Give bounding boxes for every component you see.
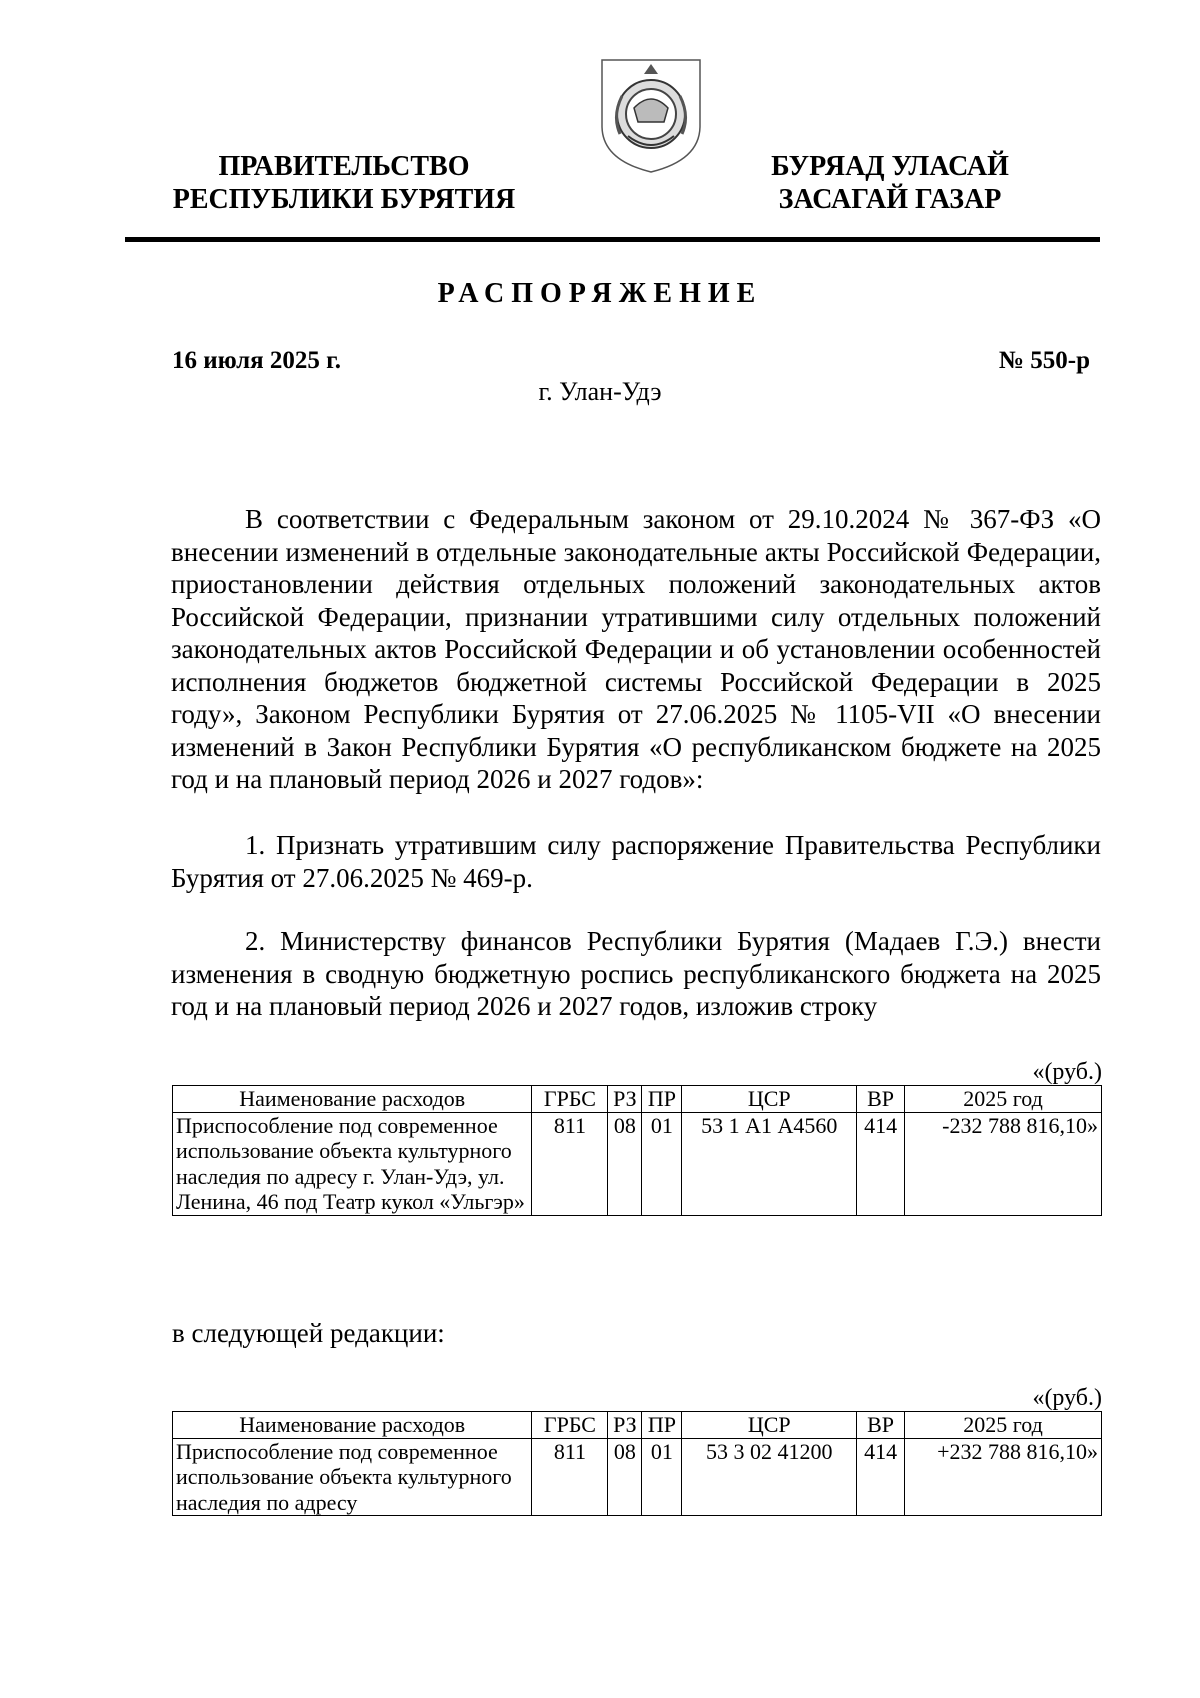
header-left-line1: ПРАВИТЕЛЬСТВО	[218, 151, 470, 182]
col-csr-header: ЦСР	[682, 1412, 857, 1439]
col-vr-header: ВР	[857, 1412, 905, 1439]
document-city: г. Улан-Удэ	[538, 377, 662, 406]
budget-table-old	[172, 1085, 1102, 1216]
row-amount: +232 788 816,10»	[905, 1438, 1102, 1516]
row-csr: 53 1 А1 А4560	[682, 1112, 857, 1215]
next-edition-text: в следующей редакции:	[172, 1318, 445, 1348]
row-pr: 01	[642, 1438, 682, 1516]
table-header-row	[173, 1412, 1102, 1439]
row-name: Приспособление под современное использование объекта культурного наследия по адресу г. Улан-Удэ, ул. Ленина, 46 под Театр кукол «Ульгэр»	[173, 1112, 532, 1215]
col-name-header: Наименование расходов	[173, 1412, 532, 1439]
header-right-line1: БУРЯАД УЛАСАЙ	[771, 151, 1009, 182]
col-name-header: Наименование расходов	[173, 1086, 532, 1113]
document-number: № 550-р	[998, 347, 1090, 374]
table-row	[173, 1112, 1102, 1215]
row-amount: -232 788 816,10»	[905, 1112, 1102, 1215]
table-row	[173, 1438, 1102, 1516]
row-grbs: 811	[532, 1438, 608, 1516]
header-right	[738, 150, 1042, 216]
col-vr-header: ВР	[857, 1086, 905, 1113]
col-csr-header: ЦСР	[682, 1086, 857, 1113]
col-pr-header: ПР	[642, 1086, 682, 1113]
unit-label-2: «(руб.)	[1032, 1385, 1102, 1411]
row-rz: 08	[608, 1112, 642, 1215]
col-year-header: 2025 год	[905, 1412, 1102, 1439]
row-rz: 08	[608, 1438, 642, 1516]
col-grbs-header: ГРБС	[532, 1412, 608, 1439]
header-right-line2: ЗАСАГАЙ ГАЗАР	[778, 184, 1002, 215]
row-vr: 414	[857, 1438, 905, 1516]
preamble-paragraph: В соответствии с Федеральным законом от 29.10.2024 № 367-ФЗ «О внесении изменений в отдельные законодательные акты Российской Федерации, приостановлении действия отдельных положений законодательных актов Российской Федерации, признании утратившими силу отдельных положений законодательных актов Российской Федерации и об установлении особенностей исполнения бюджетов бюджетной системы Российской Федерации в 2025 году», Законом Республики Бурятия от 27.06.2025 № 1105-VII «О внесении изменений в Закон Республики Бурятия «О республиканском бюджете на 2025 год и на плановый период 2026 и 2027 годов»:	[171, 504, 1101, 794]
unit-label: «(руб.)	[1032, 1059, 1102, 1085]
row-name: Приспособление под современное использование объекта культурного наследия по адресу	[173, 1438, 532, 1516]
row-csr: 53 3 02 41200	[682, 1438, 857, 1516]
document-type-title: РАСПОРЯЖЕНИЕ	[437, 278, 763, 309]
item-1-paragraph: 1. Признать утратившим силу распоряжение Правительства Республики Бурятия от 27.06.2025 № 469-р.	[171, 830, 1101, 893]
row-vr: 414	[857, 1112, 905, 1215]
item-2-paragraph: 2. Министерству финансов Республики Бурятия (Мадаев Г.Э.) внести изменения в сводную бюджетную роспись республиканского бюджета на 2025 год и на плановый период 2026 и 2027 годов, изложив строку	[171, 926, 1101, 1021]
col-year-header: 2025 год	[905, 1086, 1102, 1113]
col-pr-header: ПР	[642, 1412, 682, 1439]
row-grbs: 811	[532, 1112, 608, 1215]
col-grbs-header: ГРБС	[532, 1086, 608, 1113]
col-rz-header: РЗ	[608, 1412, 642, 1439]
budget-table-new	[172, 1411, 1102, 1516]
document-date: 16 июля 2025 г.	[172, 347, 341, 374]
header-left-line2: РЕСПУБЛИКИ БУРЯТИЯ	[172, 184, 516, 215]
row-pr: 01	[642, 1112, 682, 1215]
header-left	[160, 150, 528, 216]
table-header-row	[173, 1086, 1102, 1113]
header-divider	[125, 237, 1100, 242]
coat-of-arms-icon	[598, 56, 704, 174]
col-rz-header: РЗ	[608, 1086, 642, 1113]
